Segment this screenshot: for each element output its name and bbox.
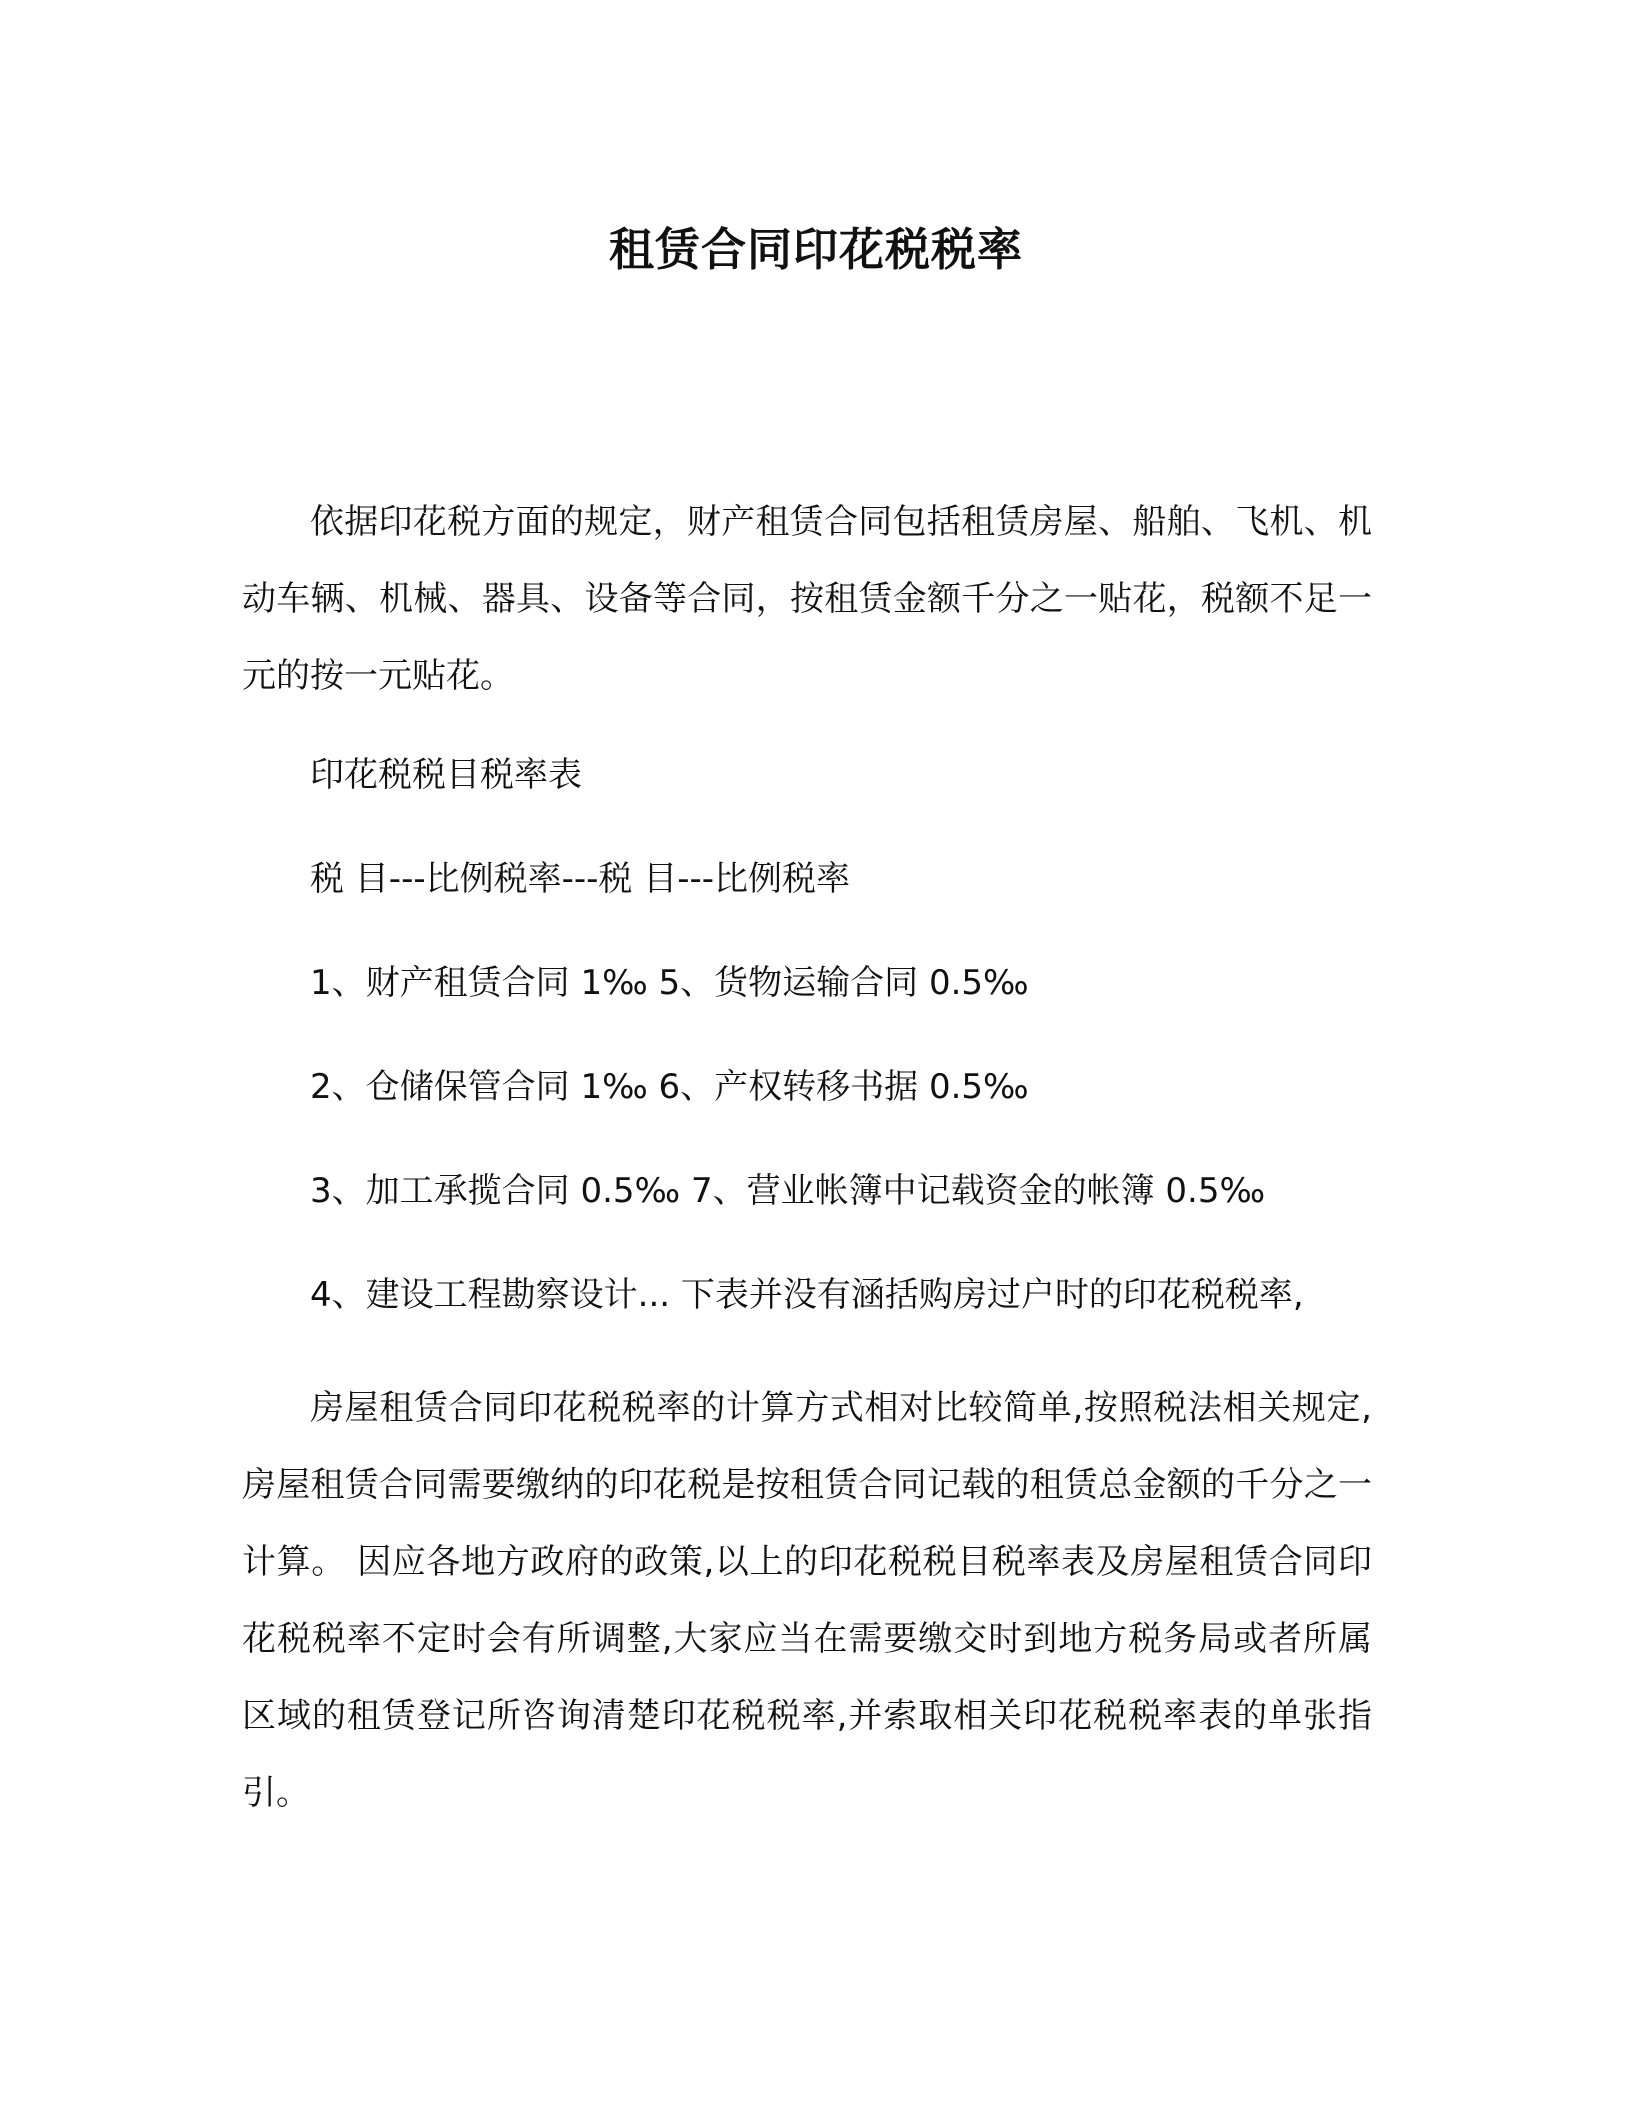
tax-row-2: 2、仓储保管合同 1‰ 6、产权转移书据 0.5‰: [310, 1067, 1029, 1107]
tax-row-1: 1、财产租赁合同 1‰ 5、货物运输合同 0.5‰: [310, 963, 1029, 1003]
document-title: 租赁合同印花税税率: [608, 223, 1023, 276]
document-body: [242, 484, 1372, 1832]
tax-row-3: 3、加工承揽合同 0.5‰ 7、营业帐簿中记载资金的帐簿 0.5‰: [310, 1171, 1266, 1211]
table-header: 税 目---比例税率---税 目---比例税率: [310, 859, 851, 899]
intro-paragraph: 依据印花税方面的规定，财产租赁合同包括租赁房屋、船舶、飞机、机动车辆、机械、器具、设备等合同，按租赁金额千分之一贴花，税额不足一元的按一元贴花。: [242, 502, 1372, 696]
tax-row-4: 4、建设工程勘察设计... 下表并没有涵括购房过户时的印花税税率,: [310, 1275, 1304, 1315]
table-title: 印花税税目税率表: [310, 755, 582, 795]
closing-paragraph: 房屋租赁合同印花税税率的计算方式相对比较简单,按照税法相关规定,房屋租赁合同需要缴纳的印花税是按租赁合同记载的租赁总金额的千分之一计算。 因应各地方政府的政策,以上的印花税税目税率表及房屋租赁合同印花税税率不定时会有所调整,大家应当在需要缴交时到地方税务局或者所属区域的租赁登记所咨询清楚印花税税率,并索取相关印花税税率表的单张指引。: [242, 1388, 1372, 1813]
